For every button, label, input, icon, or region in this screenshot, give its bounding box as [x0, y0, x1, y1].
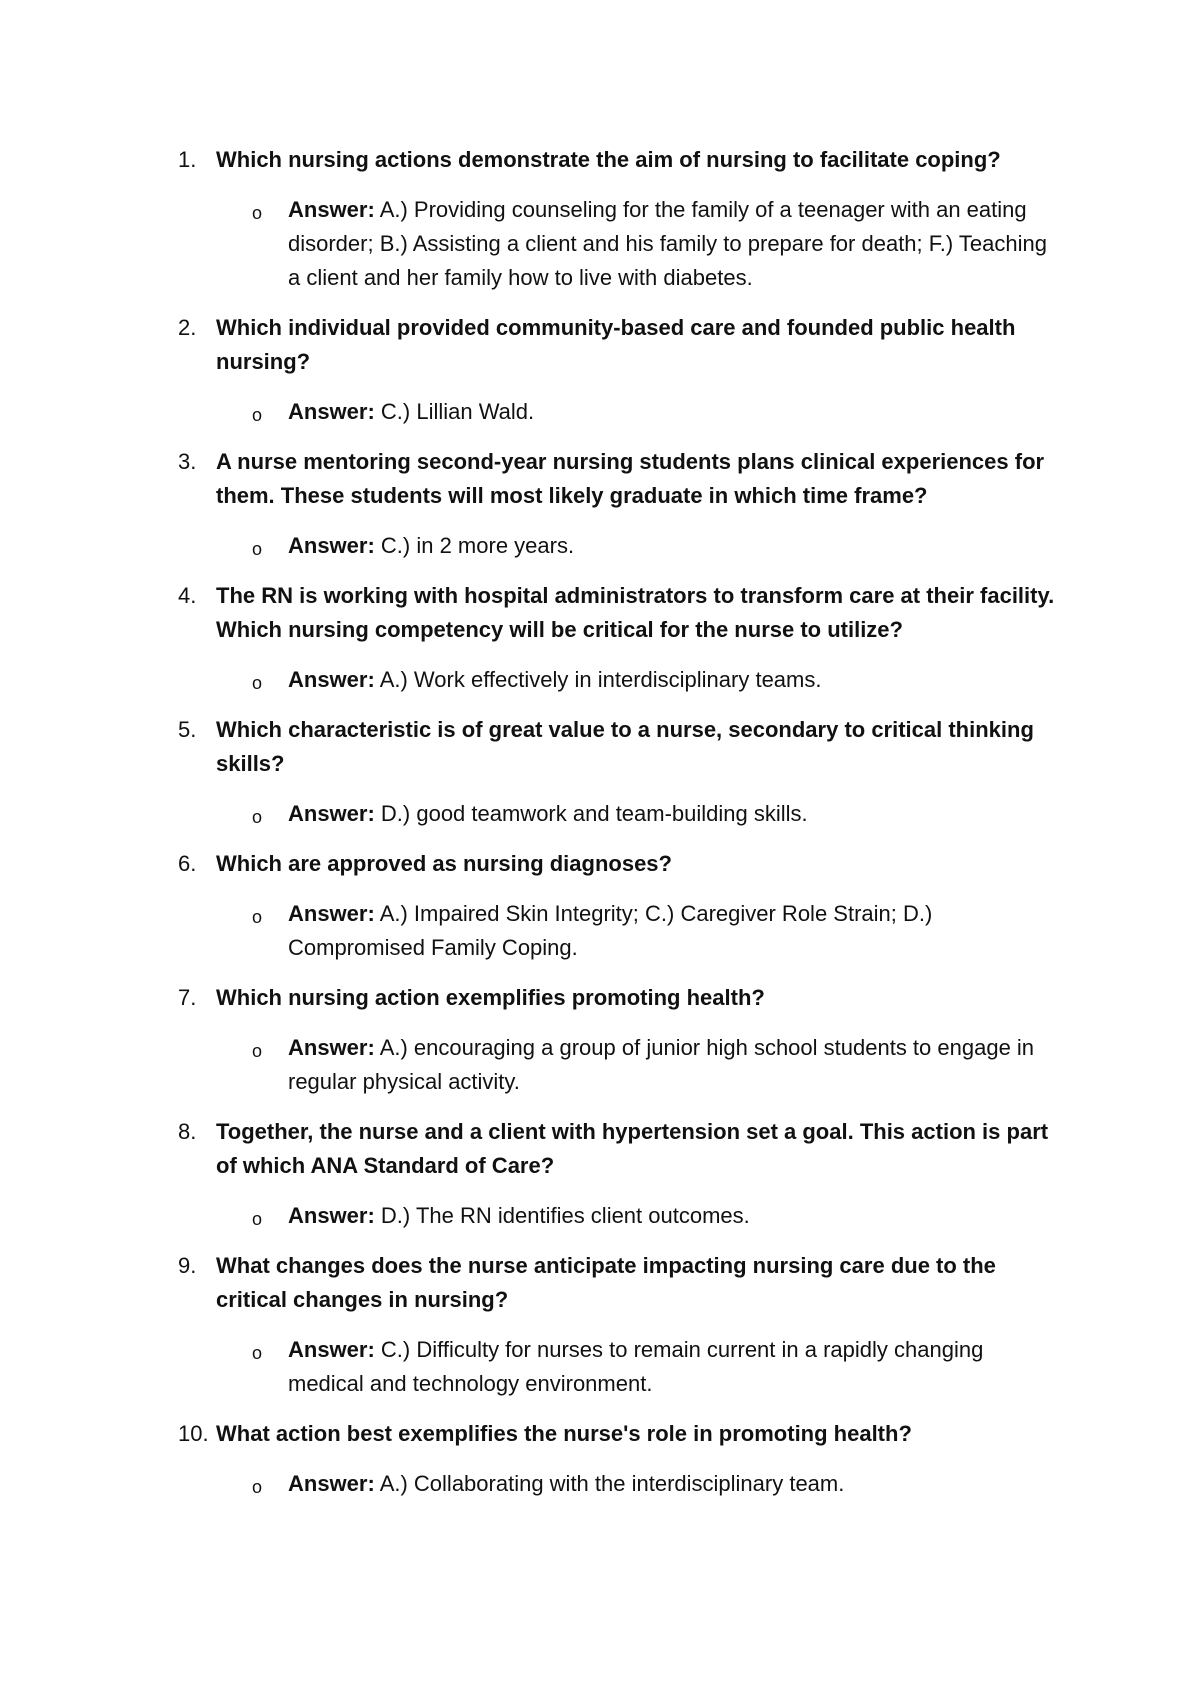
bullet-icon: o	[252, 807, 263, 827]
answer-row	[178, 1031, 1058, 1099]
answer-label: Answer:	[288, 399, 375, 424]
bullet-icon: o	[252, 1477, 263, 1497]
answer-row	[178, 797, 1058, 831]
answer-label: Answer:	[288, 1337, 375, 1362]
qa-item-2	[178, 311, 1058, 429]
answer-label: Answer:	[288, 801, 375, 826]
question-row	[178, 1417, 1058, 1451]
question-row	[178, 1115, 1058, 1183]
question-text: Together, the nurse and a client with hypertension set a goal. This action is part of which ANA Standard of Care?	[216, 1119, 1049, 1178]
question-text: Which individual provided community-based care and founded public health nursing?	[216, 315, 1016, 374]
answer-label: Answer:	[288, 1035, 375, 1060]
answer-row	[178, 1467, 1058, 1501]
answer-label: Answer:	[288, 1471, 375, 1496]
bullet-icon: o	[252, 1041, 263, 1061]
question-number: 8.	[178, 1119, 197, 1144]
question-answer-list	[178, 143, 1058, 1517]
question-number: 6.	[178, 851, 197, 876]
answer-text: D.) The RN identifies client outcomes.	[374, 1203, 750, 1228]
question-text: Which nursing actions demonstrate the aim of nursing to facilitate coping?	[216, 147, 1001, 172]
question-row	[178, 847, 1058, 881]
answer-row	[178, 1333, 1058, 1401]
question-text: Which are approved as nursing diagnoses?	[216, 851, 672, 876]
qa-item-1	[178, 143, 1058, 295]
qa-item-6	[178, 847, 1058, 965]
question-text: Which characteristic is of great value to a nurse, secondary to critical thinking skills?	[216, 717, 1034, 776]
question-row	[178, 981, 1058, 1015]
bullet-icon: o	[252, 907, 263, 927]
answer-text: C.) in 2 more years.	[374, 533, 575, 558]
answer-text: A.) Impaired Skin Integrity; C.) Caregiver Role Strain; D.) Compromised Family Coping.	[288, 901, 933, 960]
question-row	[178, 1249, 1058, 1317]
question-number: 3.	[178, 449, 197, 474]
qa-item-7	[178, 981, 1058, 1099]
answer-row	[178, 529, 1058, 563]
question-number: 4.	[178, 583, 197, 608]
answer-row	[178, 395, 1058, 429]
answer-text: D.) good teamwork and team-building skills.	[374, 801, 808, 826]
answer-label: Answer:	[288, 197, 375, 222]
answer-text: C.) Lillian Wald.	[374, 399, 535, 424]
answer-text: A.) Providing counseling for the family of a teenager with an eating disorder; B.) Assisting a client and his family to prepare for death; F.) Teaching a client and her family how to live with diabetes.	[288, 197, 1047, 290]
bullet-icon: o	[252, 673, 263, 693]
bullet-icon: o	[252, 1209, 263, 1229]
answer-text: A.) Work effectively in interdisciplinary teams.	[374, 667, 822, 692]
question-number: 7.	[178, 985, 197, 1010]
question-text: What changes does the nurse anticipate impacting nursing care due to the critical changes in nursing?	[216, 1253, 996, 1312]
bullet-icon: o	[252, 539, 263, 559]
answer-text: C.) Difficulty for nurses to remain current in a rapidly changing medical and technology environment.	[288, 1337, 984, 1396]
bullet-icon: o	[252, 405, 263, 425]
question-number: 10.	[178, 1421, 209, 1446]
question-row	[178, 143, 1058, 177]
question-row	[178, 579, 1058, 647]
answer-row	[178, 1199, 1058, 1233]
answer-label: Answer:	[288, 1203, 375, 1228]
question-text: What action best exemplifies the nurse's role in promoting health?	[216, 1421, 912, 1446]
answer-label: Answer:	[288, 667, 375, 692]
question-number: 5.	[178, 717, 197, 742]
question-row	[178, 713, 1058, 781]
bullet-icon: o	[252, 1343, 263, 1363]
question-number: 2.	[178, 315, 197, 340]
question-text: A nurse mentoring second-year nursing students plans clinical experiences for them. These students will most likely graduate in which time frame?	[216, 449, 1045, 508]
question-text: The RN is working with hospital administrators to transform care at their facility. Which nursing competency will be critical for the nurse to utilize?	[216, 583, 1055, 642]
question-row	[178, 311, 1058, 379]
qa-item-9	[178, 1249, 1058, 1401]
qa-item-3	[178, 445, 1058, 563]
answer-label: Answer:	[288, 901, 375, 926]
answer-text: A.) Collaborating with the interdisciplinary team.	[374, 1471, 845, 1496]
answer-text: A.) encouraging a group of junior high school students to engage in regular physical activity.	[288, 1035, 1035, 1094]
bullet-icon: o	[252, 203, 263, 223]
answer-row	[178, 663, 1058, 697]
question-number: 9.	[178, 1253, 197, 1278]
qa-item-8	[178, 1115, 1058, 1233]
question-text: Which nursing action exemplifies promoting health?	[216, 985, 765, 1010]
question-number: 1.	[178, 147, 197, 172]
qa-item-10	[178, 1417, 1058, 1501]
answer-row	[178, 897, 1058, 965]
answer-row	[178, 193, 1058, 295]
answer-label: Answer:	[288, 533, 375, 558]
qa-item-5	[178, 713, 1058, 831]
question-row	[178, 445, 1058, 513]
qa-item-4	[178, 579, 1058, 697]
